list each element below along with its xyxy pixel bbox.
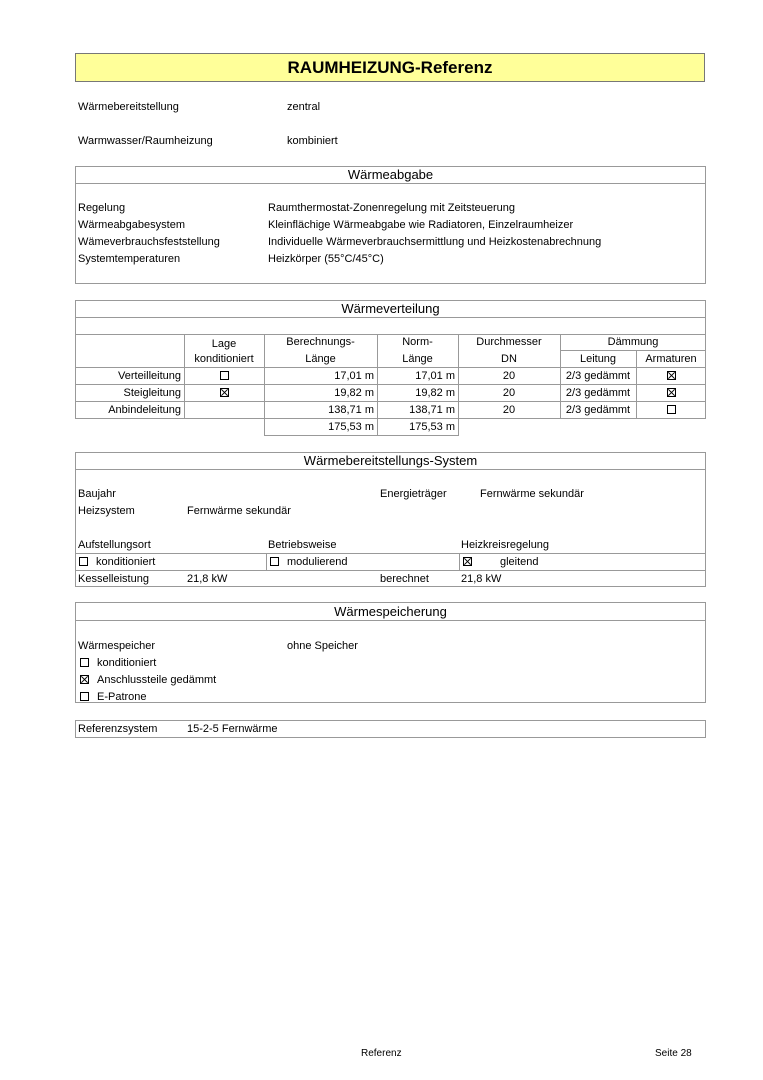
waermeabgabe-heading: Wärmeabgabe [76, 167, 705, 184]
verbrauchsfeststellung-value: Individuelle Wärmeverbrauchsermittlung und Heizkostenabrechnung [268, 236, 602, 248]
col-konditioniert: konditioniert [194, 353, 254, 365]
checkbox-icon [80, 692, 89, 701]
footer-label: Referenz [361, 1048, 402, 1059]
kesselleistung-value: 21,8 kW [187, 573, 228, 585]
warmwasser-value: kombiniert [287, 135, 338, 147]
total-berechnung: 175,53 m [328, 421, 374, 433]
berechnet-value: 21,8 kW [461, 573, 502, 585]
checkbox-icon [80, 658, 89, 667]
row-steigleitung-norm: 19,82 m [415, 387, 455, 399]
checked-box-icon [80, 675, 89, 684]
waermespeicher-value: ohne Speicher [287, 640, 358, 652]
speicher-anschlussteile: Anschlussteile gedämmt [97, 674, 217, 686]
col-norm: Norm- [402, 336, 433, 348]
total-norm: 175,53 m [409, 421, 455, 433]
speicherung-heading: Wärmespeicherung [76, 603, 705, 621]
row-anbindeleitung-berechnung: 138,71 m [328, 404, 374, 416]
row-verteilleitung-dn: 20 [502, 370, 516, 382]
heizsystem-label: Heizsystem [78, 505, 135, 517]
col-leitung: Leitung [579, 353, 617, 365]
row-verteilleitung-leitung: 2/3 gedämmt [565, 370, 631, 382]
warmwasser-label: Warmwasser/Raumheizung [78, 135, 213, 147]
checked-box-icon [667, 371, 676, 380]
col-berechnungs-laenge: Länge [305, 353, 336, 365]
row-steigleitung-dn: 20 [502, 387, 516, 399]
checkbox-icon [667, 405, 676, 414]
berechnet-label: berechnet [380, 573, 429, 585]
checkbox-icon [220, 371, 229, 380]
checked-box-icon [463, 557, 472, 566]
page-title: RAUMHEIZUNG-Referenz [75, 53, 705, 82]
heizsystem-value: Fernwärme sekundär [187, 505, 291, 517]
baujahr-label: Baujahr [78, 488, 116, 500]
row-verteilleitung-name: Verteilleitung [118, 370, 181, 382]
waermeverteilung-section [75, 300, 706, 335]
row-anbindeleitung-dn: 20 [502, 404, 516, 416]
row-verteilleitung-berechnung: 17,01 m [334, 370, 374, 382]
col-durchmesser: Durchmesser [476, 336, 542, 348]
regelung-label: Regelung [78, 202, 126, 214]
waermeverteilung-heading: Wärmeverteilung [76, 301, 705, 318]
betriebsweise-modulierend: modulierend [287, 556, 348, 568]
system-section [75, 452, 706, 587]
kesselleistung-label: Kesselleistung [78, 573, 149, 585]
referenzsystem-row [75, 720, 706, 738]
row-verteilleitung-norm: 17,01 m [415, 370, 455, 382]
checked-box-icon [667, 388, 676, 397]
waermeabgabesystem-label: Wärmeabgabesystem [78, 219, 185, 231]
heizkreisregelung-label: Heizkreisregelung [461, 539, 550, 551]
speicher-epatrone: E-Patrone [97, 691, 147, 703]
row-anbindeleitung-name: Anbindeleitung [108, 404, 181, 416]
checkbox-icon [79, 557, 88, 566]
row-steigleitung-berechnung: 19,82 m [334, 387, 374, 399]
regelung-value: Raumthermostat-Zonenregelung mit Zeitsteuerung [268, 202, 516, 214]
col-berechnungs: Berechnungs- [286, 336, 355, 348]
energietraeger-value: Fernwärme sekundär [480, 488, 584, 500]
speicherung-section [75, 602, 706, 703]
row-anbindeleitung-norm: 138,71 m [409, 404, 455, 416]
col-lage: Lage [211, 338, 237, 350]
waermeabgabesystem-value: Kleinflächige Wärmeabgabe wie Radiatoren, Einzelraumheizer [268, 219, 574, 231]
energietraeger-label: Energieträger [380, 488, 447, 500]
waermeabgabe-section [75, 166, 706, 284]
system-heading: Wärmebereitstellungs-System [76, 453, 705, 470]
aufstellungsort-label: Aufstellungsort [78, 539, 151, 551]
aufstellungsort-konditioniert: konditioniert [96, 556, 156, 568]
systemtemperaturen-label: Systemtemperaturen [78, 253, 181, 265]
col-dn: DN [501, 353, 517, 365]
col-daemmung: Dämmung [607, 336, 659, 348]
checkbox-icon [270, 557, 279, 566]
waermespeicher-label: Wärmespeicher [78, 640, 156, 652]
row-steigleitung-name: Steigleitung [123, 387, 181, 399]
row-anbindeleitung-leitung: 2/3 gedämmt [565, 404, 631, 416]
heizkreisregelung-gleitend: gleitend [500, 556, 539, 568]
speicher-konditioniert: konditioniert [97, 657, 157, 669]
referenzsystem-label: Referenzsystem [78, 723, 158, 735]
row-steigleitung-leitung: 2/3 gedämmt [565, 387, 631, 399]
waermebereitstellung-label: Wärmebereitstellung [78, 101, 179, 113]
betriebsweise-label: Betriebsweise [268, 539, 337, 551]
checked-box-icon [220, 388, 229, 397]
waermebereitstellung-value: zentral [287, 101, 321, 113]
col-armaturen: Armaturen [645, 353, 697, 365]
referenzsystem-value: 15-2-5 Fernwärme [187, 723, 278, 735]
col-norm-laenge: Länge [402, 353, 433, 365]
page-number: Seite 28 [655, 1048, 692, 1059]
verbrauchsfeststellung-label: Wämeverbrauchsfeststellung [78, 236, 220, 248]
systemtemperaturen-value: Heizkörper (55°C/45°C) [268, 253, 384, 265]
